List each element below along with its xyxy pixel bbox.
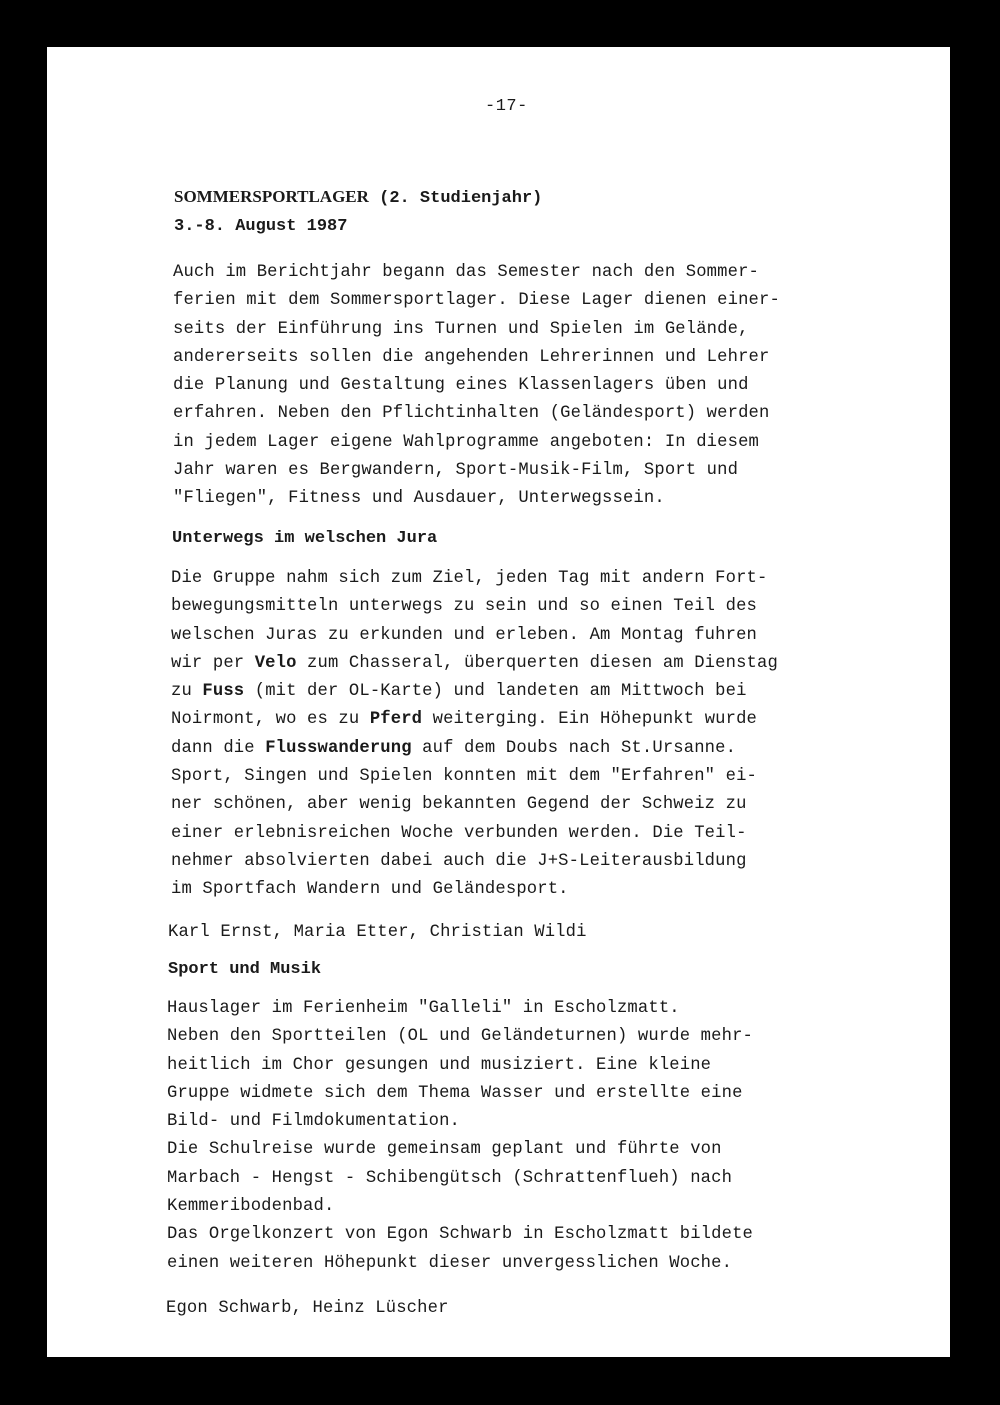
jura-line: nehmer absolvierten dabei auch die J+S-Leiterausbildung <box>171 851 747 871</box>
sport-musik-paragraph <box>167 995 753 1278</box>
intro-line: "Fliegen", Fitness und Ausdauer, Unterwegssein. <box>173 489 665 509</box>
intro-line: Jahr waren es Bergwandern, Sport-Musik-Film, Sport und <box>173 461 739 481</box>
jura-line-text: wir per <box>171 653 255 673</box>
intro-line: ferien mit dem Sommersportlager. Diese Lager dienen einer- <box>173 291 780 311</box>
highlight-flusswanderung: Flusswanderung <box>265 738 412 758</box>
jura-authors: Karl Ernst, Maria Etter, Christian Wildi <box>168 923 587 942</box>
jura-line-text: zum Chasseral, überquerten diesen am Dienstag <box>296 653 778 673</box>
section-heading-sport-musik: Sport und Musik <box>168 960 322 979</box>
jura-line: Die Gruppe nahm sich zum Ziel, jeden Tag mit andern Fort- <box>171 569 768 588</box>
jura-line-text: (mit der OL-Karte) und landeten am Mittwoch bei <box>244 682 747 702</box>
jura-line <box>171 706 778 734</box>
sport-musik-line: Die Schulreise wurde gemeinsam geplant und führte von <box>167 1140 722 1160</box>
sport-musik-line: Marbach - Hengst - Schibengütsch (Schrattenflueh) nach <box>167 1168 733 1188</box>
jura-line-text: auf dem Doubs nach St.Ursanne. <box>411 738 737 758</box>
jura-line: bewegungsmitteln unterwegs zu sein und so einen Teil des <box>171 597 757 617</box>
jura-line: einer erlebnisreichen Woche verbunden werden. Die Teil- <box>171 823 747 843</box>
intro-line: in jedem Lager eigene Wahlprogramme angeboten: In diesem <box>173 432 759 452</box>
jura-paragraph <box>171 565 778 905</box>
intro-line: Auch im Berichtjahr begann das Semester nach den Sommer- <box>173 263 759 282</box>
highlight-fuss: Fuss <box>202 682 245 702</box>
jura-line-text: dann die <box>171 738 266 758</box>
document-page <box>47 47 950 1357</box>
sport-musik-line: Das Orgelkonzert von Egon Schwarb in Escholzmatt bildete <box>167 1225 753 1245</box>
jura-line <box>171 735 778 763</box>
sport-musik-line: Neben den Sportteilen (OL und Geländeturnen) wurde mehr- <box>167 1027 753 1047</box>
report-title <box>174 183 542 241</box>
title-camp-name: SOMMERSPORTLAGER <box>174 187 369 206</box>
page-number: -17- <box>485 97 528 116</box>
sport-musik-line: Kemmeribodenbad. <box>167 1197 335 1217</box>
jura-line: im Sportfach Wandern und Geländesport. <box>171 880 569 900</box>
sport-musik-line: Gruppe widmete sich dem Thema Wasser und erstellte eine <box>167 1083 743 1103</box>
jura-line <box>171 678 778 706</box>
jura-line: Sport, Singen und Spielen konnten mit dem "Erfahren" ei- <box>171 767 757 787</box>
title-line-1 <box>174 183 542 213</box>
intro-line: die Planung und Gestaltung eines Klassenlagers üben und <box>173 376 749 396</box>
jura-line <box>171 650 778 678</box>
section-heading-jura: Unterwegs im welschen Jura <box>172 529 438 548</box>
jura-line-text: zu <box>171 682 203 702</box>
intro-paragraph <box>173 259 780 514</box>
jura-line: welschen Juras zu erkunden und erleben. Am Montag fuhren <box>171 625 757 645</box>
sport-musik-line: heitlich im Chor gesungen und musiziert. Eine kleine <box>167 1055 712 1075</box>
intro-line: seits der Einführung ins Turnen und Spielen im Gelände, <box>173 319 749 339</box>
intro-line: erfahren. Neben den Pflichtinhalten (Geländesport) werden <box>173 404 770 424</box>
intro-line: andererseits sollen die angehenden Lehrerinnen und Lehrer <box>173 347 770 367</box>
sport-musik-authors: Egon Schwarb, Heinz Lüscher <box>166 1299 449 1318</box>
jura-line: ner schönen, aber wenig bekannten Gegend der Schweiz zu <box>171 795 747 815</box>
sport-musik-line: einen weiteren Höhepunkt dieser unvergesslichen Woche. <box>167 1253 733 1273</box>
jura-line-text: weiterging. Ein Höhepunkt wurde <box>422 710 758 730</box>
title-study-year: (2. Studienjahr) <box>368 189 543 208</box>
sport-musik-line: Bild- und Filmdokumentation. <box>167 1112 460 1132</box>
highlight-pferd: Pferd <box>369 710 423 730</box>
sport-musik-line: Hauslager im Ferienheim "Galleli" in Escholzmatt. <box>167 999 680 1018</box>
jura-line-text: Noirmont, wo es zu <box>171 710 370 730</box>
highlight-velo: Velo <box>254 653 297 673</box>
title-date: 3.-8. August 1987 <box>174 217 348 236</box>
